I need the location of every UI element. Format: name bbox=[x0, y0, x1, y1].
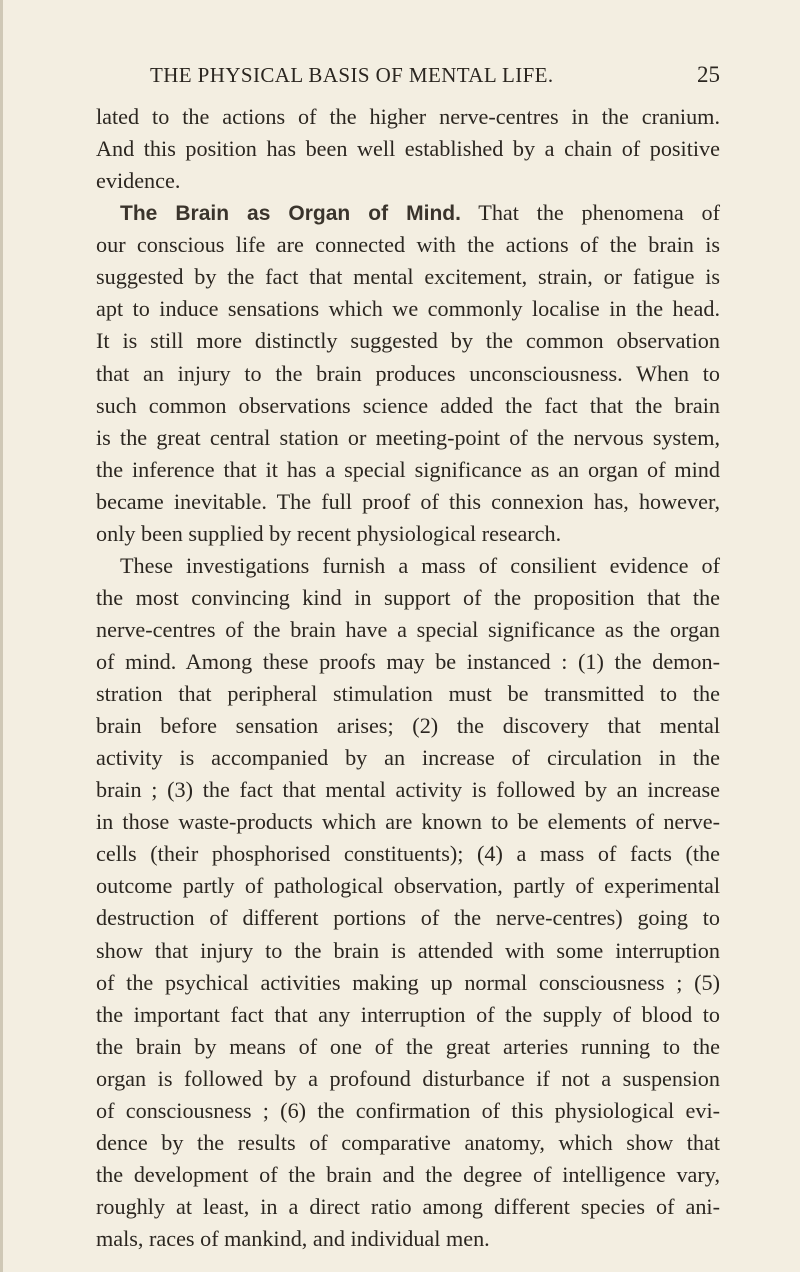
text-line: the inference that it has a special significance as an organ of mind bbox=[96, 456, 720, 482]
text-line: only been supplied by recent physiological research. bbox=[96, 520, 562, 546]
text-line: destruction of different portions of the nerve-centres) going to bbox=[96, 905, 720, 931]
text-line: became inevitable. The full proof of this connexion has, however, bbox=[96, 488, 720, 514]
page-edge bbox=[0, 0, 3, 1272]
text-line: organ is followed by a profound disturbance if not a suspension bbox=[96, 1065, 720, 1091]
page-number: 25 bbox=[697, 62, 720, 87]
text-line: dence by the results of comparative anatomy, which show that bbox=[96, 1129, 720, 1155]
text-line: suggested by the fact that mental excitement, strain, or fatigue is bbox=[96, 264, 720, 290]
running-head: THE PHYSICAL BASIS OF MENTAL LIFE. bbox=[150, 63, 554, 87]
section-heading: The Brain as Organ of Mind. bbox=[120, 202, 461, 226]
text-line: These investigations furnish a mass of consilient evidence of bbox=[120, 552, 720, 578]
text-line: in those waste-products which are known to be elements of nerve- bbox=[96, 809, 720, 835]
text-line: brain ; (3) the fact that mental activity is followed by an increase bbox=[96, 777, 720, 803]
text-line: stration that peripheral stimulation must be transmitted to the bbox=[96, 681, 720, 706]
section-heading-continuation: That the phenomena of bbox=[478, 200, 720, 226]
text-line: apt to induce sensations which we commonly localise in the head. bbox=[96, 296, 720, 322]
text-line: evidence. bbox=[96, 168, 181, 194]
text-line: that an injury to the brain produces unconsciousness. When to bbox=[96, 360, 720, 386]
text-line: brain before sensation arises; (2) the discovery that mental bbox=[96, 713, 720, 739]
text-line: of consciousness ; (6) the confirmation of this physiological evi- bbox=[96, 1097, 720, 1123]
text-line: our conscious life are connected with the actions of the brain is bbox=[96, 232, 720, 258]
section-heading-line bbox=[120, 196, 720, 228]
text-line: of the psychical activities making up normal consciousness ; (5) bbox=[96, 969, 720, 995]
text-line: It is still more distinctly suggested by the common observation bbox=[96, 328, 720, 354]
text-line: of mind. Among these proofs may be instanced : (1) the demon- bbox=[96, 649, 720, 674]
text-line: lated to the actions of the higher nerve-centres in the cranium. bbox=[96, 104, 720, 129]
text-line: mals, races of mankind, and individual men. bbox=[96, 1226, 490, 1251]
text-line: the important fact that any interruption of the supply of blood to bbox=[96, 1001, 720, 1027]
text-line: cells (their phosphorised constituents); (4) a mass of facts (the bbox=[96, 841, 720, 867]
text-line: the brain by means of one of the great arteries running to the bbox=[96, 1033, 720, 1059]
text-line: the most convincing kind in support of the proposition that the bbox=[96, 584, 720, 610]
text-line: is the great central station or meeting-point of the nervous system, bbox=[96, 424, 720, 450]
text-line: such common observations science added the fact that the brain bbox=[96, 392, 720, 418]
text-line: the development of the brain and the degree of intelligence vary, bbox=[96, 1161, 720, 1187]
text-line: activity is accompanied by an increase of circulation in the bbox=[96, 745, 720, 771]
text-line: outcome partly of pathological observation, partly of experimental bbox=[96, 873, 720, 899]
text-line: roughly at least, in a direct ratio among different species of ani- bbox=[96, 1193, 720, 1219]
text-line: show that injury to the brain is attended with some interruption bbox=[96, 937, 720, 963]
text-line: And this position has been well established by a chain of positive bbox=[96, 136, 720, 162]
text-line: nerve-centres of the brain have a special significance as the organ bbox=[96, 616, 720, 642]
